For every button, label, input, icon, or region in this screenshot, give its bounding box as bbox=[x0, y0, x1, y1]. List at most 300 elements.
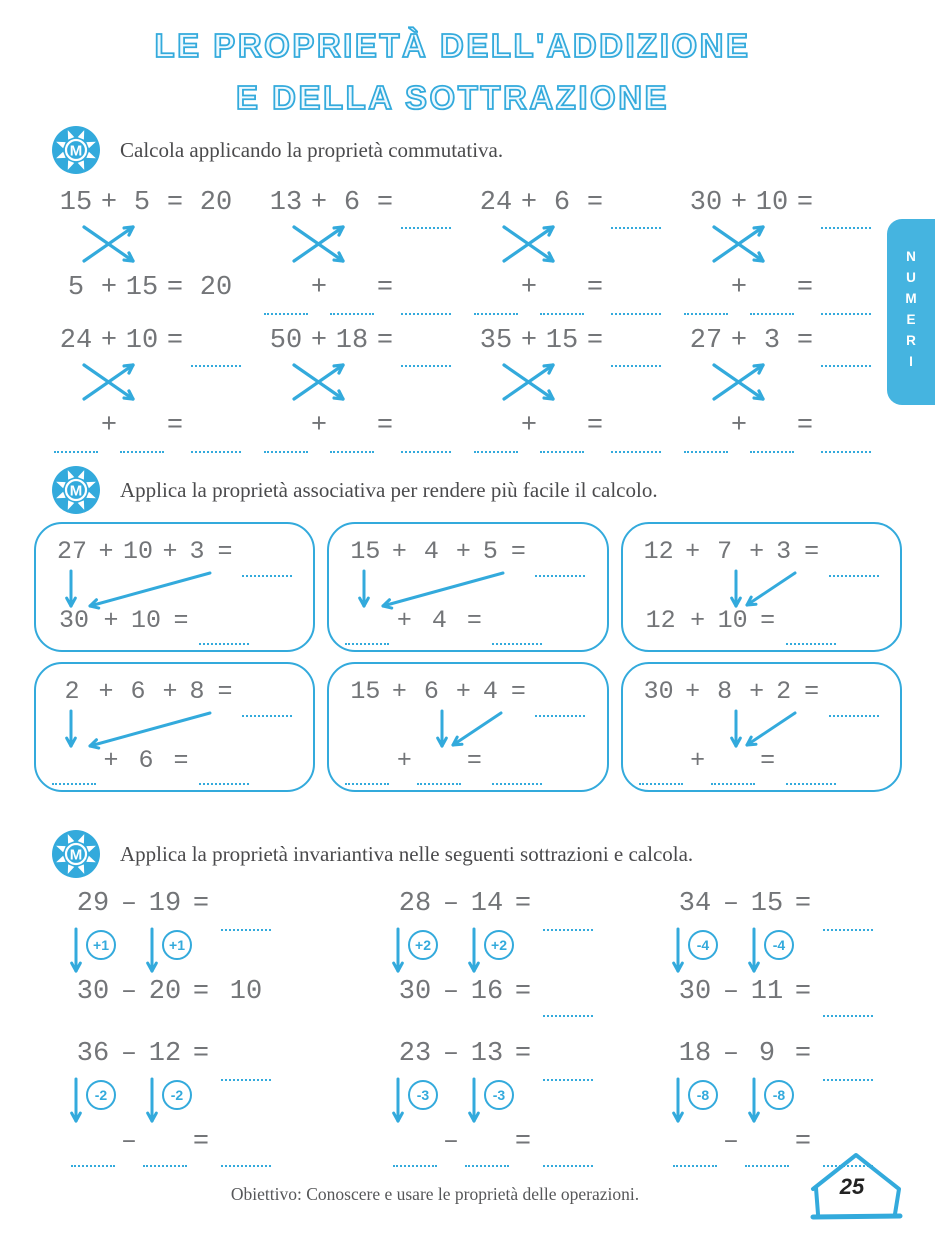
down-arrow-icon bbox=[146, 926, 162, 976]
plus-sign: + bbox=[100, 411, 118, 441]
commutative-problem bbox=[686, 186, 878, 308]
answer-blank bbox=[221, 1073, 271, 1081]
delta-row bbox=[392, 922, 672, 974]
equals-sign: = bbox=[760, 605, 776, 635]
answer-blank bbox=[611, 445, 661, 453]
invariantive-problem bbox=[70, 886, 392, 1010]
addend-c: 3 bbox=[189, 536, 205, 566]
associative-line1 bbox=[50, 534, 299, 568]
associative-box bbox=[34, 522, 315, 652]
addend-c: 2 bbox=[776, 676, 792, 706]
delta-badge: +1 bbox=[162, 930, 192, 960]
answer-blank bbox=[401, 359, 451, 367]
sum-value: 20 bbox=[199, 188, 233, 218]
minuend: 34 bbox=[678, 889, 712, 919]
addend-a: 15 bbox=[350, 676, 381, 706]
cross-arrows-icon bbox=[287, 221, 351, 267]
minus-sign: – bbox=[722, 977, 740, 1007]
adjusted-minuend: 30 bbox=[678, 977, 712, 1007]
delta-indicator bbox=[748, 1076, 794, 1126]
answer-blank bbox=[393, 1159, 437, 1167]
equals-sign: = bbox=[173, 745, 189, 775]
subtrahend: 15 bbox=[750, 889, 784, 919]
answer-blank bbox=[417, 777, 461, 785]
swapped-addend-a: 5 bbox=[67, 273, 85, 303]
subtraction-line1 bbox=[392, 886, 672, 922]
addend-b: 8 bbox=[717, 676, 733, 706]
delta-indicator bbox=[392, 1076, 438, 1126]
minuend: 36 bbox=[76, 1039, 110, 1069]
adjusted-subtrahend: 16 bbox=[470, 977, 504, 1007]
addend-b: 7 bbox=[717, 536, 733, 566]
answer-blank bbox=[492, 637, 542, 645]
plus-sign: + bbox=[310, 326, 328, 356]
answer-blank bbox=[611, 221, 661, 229]
subtraction-line2 bbox=[70, 1124, 392, 1160]
subtrahend: 14 bbox=[470, 889, 504, 919]
plus-sign: + bbox=[730, 411, 748, 441]
down-arrow-icon bbox=[392, 1076, 408, 1126]
equals-sign: = bbox=[796, 326, 814, 356]
plus-sign: + bbox=[162, 536, 178, 566]
delta-indicator bbox=[672, 926, 718, 976]
down-arrow-icon bbox=[672, 926, 688, 976]
plus-sign: + bbox=[520, 273, 538, 303]
plus-sign: + bbox=[730, 326, 748, 356]
minuend: 18 bbox=[678, 1039, 712, 1069]
answer-blank bbox=[143, 1159, 187, 1167]
delta-row bbox=[672, 922, 918, 974]
plus-sign: + bbox=[391, 676, 407, 706]
addend-b: 5 bbox=[133, 188, 151, 218]
delta-badge: -3 bbox=[408, 1080, 438, 1110]
equals-sign: = bbox=[794, 1039, 812, 1069]
merged-addend: 30 bbox=[58, 605, 89, 635]
answer-blank bbox=[543, 1159, 593, 1167]
cross-arrows-icon bbox=[497, 221, 561, 267]
invariantive-problem bbox=[392, 886, 672, 1010]
remaining-addend: 6 bbox=[138, 745, 154, 775]
associative-line1 bbox=[50, 674, 299, 708]
equals-sign: = bbox=[586, 188, 604, 218]
section-instruction-commutativa: Calcola applicando la proprietà commutativa. bbox=[120, 137, 504, 162]
cross-arrows-icon bbox=[77, 359, 141, 405]
answer-blank bbox=[639, 777, 683, 785]
associative-box bbox=[327, 662, 608, 792]
merge-arrows-icon bbox=[343, 708, 583, 752]
equals-sign: = bbox=[466, 745, 482, 775]
subtrahend: 12 bbox=[148, 1039, 182, 1069]
equals-sign: = bbox=[510, 676, 526, 706]
delta-badge: -2 bbox=[162, 1080, 192, 1110]
associative-box bbox=[621, 662, 902, 792]
equals-sign: = bbox=[796, 188, 814, 218]
minus-sign: – bbox=[120, 1039, 138, 1069]
equals-sign: = bbox=[217, 676, 233, 706]
minus-sign: – bbox=[442, 977, 460, 1007]
delta-badge: +1 bbox=[86, 930, 116, 960]
equals-sign: = bbox=[760, 745, 776, 775]
answer-blank bbox=[543, 1073, 593, 1081]
associative-line1 bbox=[343, 674, 592, 708]
equals-sign: = bbox=[586, 411, 604, 441]
answer-blank bbox=[821, 307, 871, 315]
delta-indicator bbox=[70, 926, 116, 976]
addend-b: 3 bbox=[763, 326, 781, 356]
section-header-commutativa bbox=[52, 126, 503, 174]
m-badge bbox=[52, 830, 100, 878]
badge-letter: M bbox=[69, 142, 83, 160]
arrow-zone bbox=[637, 708, 886, 742]
remaining-addend: 4 bbox=[431, 605, 447, 635]
delta-indicator bbox=[748, 926, 794, 976]
down-arrow-icon bbox=[70, 926, 86, 976]
subtraction-line2 bbox=[392, 974, 672, 1010]
answer-blank bbox=[54, 445, 98, 453]
delta-badge: -8 bbox=[764, 1080, 794, 1110]
answer-blank bbox=[345, 777, 389, 785]
delta-indicator bbox=[70, 1076, 116, 1126]
m-badge-icon bbox=[52, 466, 100, 514]
cross-arrows-icon bbox=[707, 359, 771, 405]
plus-sign: + bbox=[520, 188, 538, 218]
merge-arrows-icon bbox=[637, 708, 877, 752]
plus-sign: + bbox=[730, 188, 748, 218]
cross-arrows-icon bbox=[77, 221, 141, 267]
plus-sign: + bbox=[103, 745, 119, 775]
invariantive-grid bbox=[70, 886, 918, 1160]
arrow-zone bbox=[343, 708, 592, 742]
addend-b: 6 bbox=[130, 676, 146, 706]
answer-blank bbox=[684, 445, 728, 453]
cross-arrows-icon bbox=[497, 359, 561, 405]
associative-box bbox=[327, 522, 608, 652]
addend-a: 24 bbox=[59, 326, 93, 356]
addend-b: 6 bbox=[553, 188, 571, 218]
answer-blank bbox=[540, 445, 584, 453]
page-number: 25 bbox=[839, 1174, 865, 1199]
swapped-sum-value: 20 bbox=[199, 273, 233, 303]
answer-blank bbox=[786, 777, 836, 785]
answer-blank bbox=[52, 777, 96, 785]
answer-blank bbox=[330, 445, 374, 453]
commutative-grid bbox=[56, 186, 878, 446]
down-arrow-icon bbox=[468, 1076, 484, 1126]
commutative-problem bbox=[686, 324, 878, 446]
addend-b: 10 bbox=[122, 536, 153, 566]
answer-blank bbox=[823, 1009, 873, 1017]
minuend: 23 bbox=[398, 1039, 432, 1069]
delta-badge: -4 bbox=[688, 930, 718, 960]
equals-sign: = bbox=[794, 889, 812, 919]
minus-sign: – bbox=[120, 889, 138, 919]
adjusted-subtrahend: 11 bbox=[750, 977, 784, 1007]
answer-blank bbox=[474, 445, 518, 453]
down-arrow-icon bbox=[748, 1076, 764, 1126]
plus-sign: + bbox=[162, 676, 178, 706]
equals-sign: = bbox=[192, 1039, 210, 1069]
plus-sign: + bbox=[396, 745, 412, 775]
plus-sign: + bbox=[690, 745, 706, 775]
merge-arrows-icon bbox=[50, 708, 290, 752]
minus-sign: – bbox=[722, 1039, 740, 1069]
associative-line1 bbox=[637, 534, 886, 568]
addend-b: 10 bbox=[125, 326, 159, 356]
answer-blank bbox=[474, 307, 518, 315]
merged-addend: 12 bbox=[645, 605, 676, 635]
equals-sign: = bbox=[794, 977, 812, 1007]
m-badge-icon bbox=[52, 830, 100, 878]
delta-badge: -3 bbox=[484, 1080, 514, 1110]
section-header-invariantiva bbox=[52, 830, 693, 878]
commutative-problem bbox=[266, 186, 458, 308]
addend-b: 4 bbox=[423, 536, 439, 566]
equals-sign: = bbox=[514, 889, 532, 919]
plus-sign: + bbox=[98, 676, 114, 706]
equals-sign: = bbox=[192, 889, 210, 919]
equals-sign: = bbox=[166, 411, 184, 441]
plus-sign: + bbox=[310, 411, 328, 441]
addend-a: 30 bbox=[643, 676, 674, 706]
delta-row bbox=[392, 1072, 672, 1124]
plus-sign: + bbox=[100, 188, 118, 218]
answer-blank bbox=[330, 307, 374, 315]
arrow-zone bbox=[50, 568, 299, 602]
plus-sign: + bbox=[310, 273, 328, 303]
equals-sign: = bbox=[466, 605, 482, 635]
commutative-problem bbox=[56, 186, 248, 308]
merge-arrows-icon bbox=[343, 568, 583, 612]
equals-sign: = bbox=[173, 605, 189, 635]
equals-sign: = bbox=[586, 273, 604, 303]
equals-sign: = bbox=[514, 977, 532, 1007]
plus-sign: + bbox=[98, 536, 114, 566]
delta-indicator bbox=[468, 926, 514, 976]
answer-blank bbox=[823, 1073, 873, 1081]
answer-blank bbox=[345, 637, 389, 645]
minus-sign: – bbox=[722, 889, 740, 919]
minus-sign: – bbox=[442, 1127, 460, 1157]
subtraction-line1 bbox=[392, 1036, 672, 1072]
answer-blank bbox=[821, 221, 871, 229]
answer-blank bbox=[684, 307, 728, 315]
answer-blank bbox=[821, 359, 871, 367]
cross-arrows-icon bbox=[707, 221, 771, 267]
delta-badge: -8 bbox=[688, 1080, 718, 1110]
delta-badge: -4 bbox=[764, 930, 794, 960]
addend-c: 4 bbox=[482, 676, 498, 706]
equals-sign: = bbox=[376, 273, 394, 303]
equals-sign: = bbox=[586, 326, 604, 356]
page-number-house bbox=[800, 1148, 908, 1220]
equals-sign: = bbox=[510, 536, 526, 566]
answer-blank bbox=[711, 777, 755, 785]
associative-box bbox=[34, 662, 315, 792]
commutative-problem bbox=[476, 186, 668, 308]
answer-blank bbox=[750, 307, 794, 315]
arrow-zone bbox=[343, 568, 592, 602]
answer-blank bbox=[401, 221, 451, 229]
minuend: 29 bbox=[76, 889, 110, 919]
equals-sign: = bbox=[514, 1039, 532, 1069]
down-arrow-icon bbox=[672, 1076, 688, 1126]
invariantive-problem bbox=[70, 1036, 392, 1160]
answer-blank bbox=[264, 307, 308, 315]
answer-blank bbox=[540, 307, 584, 315]
answer-blank bbox=[120, 445, 164, 453]
equals-sign: = bbox=[166, 326, 184, 356]
equals-sign: = bbox=[804, 676, 820, 706]
subtraction-line1 bbox=[672, 886, 918, 922]
footer-objective: Obiettivo: Conoscere e usare le proprietà delle operazioni. bbox=[230, 1184, 640, 1204]
subtraction-line1 bbox=[672, 1036, 918, 1072]
down-arrow-icon bbox=[748, 926, 764, 976]
subtraction-line1 bbox=[70, 886, 392, 922]
page-title-line1: LE PROPRIETÀ DELL'ADDIZIONE bbox=[154, 27, 751, 64]
down-arrow-icon bbox=[70, 1076, 86, 1126]
addend-a: 15 bbox=[59, 188, 93, 218]
delta-indicator bbox=[146, 1076, 192, 1126]
addend-c: 8 bbox=[189, 676, 205, 706]
plus-sign: + bbox=[391, 536, 407, 566]
plus-sign: + bbox=[685, 676, 701, 706]
delta-indicator bbox=[392, 926, 438, 976]
delta-indicator bbox=[146, 926, 192, 976]
cross-arrows-icon bbox=[287, 359, 351, 405]
subtraction-line2 bbox=[672, 974, 918, 1010]
commutative-problem bbox=[266, 324, 458, 446]
associative-line1 bbox=[637, 674, 886, 708]
section-instruction-associativa: Applica la proprietà associativa per rendere più facile il calcolo. bbox=[120, 477, 658, 502]
equals-sign: = bbox=[217, 536, 233, 566]
addend-c: 5 bbox=[482, 536, 498, 566]
associative-box bbox=[621, 522, 902, 652]
adjusted-difference: 10 bbox=[229, 977, 263, 1007]
plus-sign: + bbox=[685, 536, 701, 566]
answer-blank bbox=[191, 359, 241, 367]
equals-sign: = bbox=[796, 411, 814, 441]
answer-blank bbox=[823, 923, 873, 931]
addend-a: 35 bbox=[479, 326, 513, 356]
addend-a: 30 bbox=[689, 188, 723, 218]
invariantive-problem bbox=[672, 886, 918, 1010]
addend-a: 13 bbox=[269, 188, 303, 218]
arrow-zone bbox=[50, 708, 299, 742]
down-arrow-icon bbox=[146, 1076, 162, 1126]
answer-blank bbox=[611, 307, 661, 315]
answer-blank bbox=[750, 445, 794, 453]
m-badge bbox=[52, 126, 100, 174]
answer-blank bbox=[543, 923, 593, 931]
answer-blank bbox=[673, 1159, 717, 1167]
answer-blank bbox=[71, 1159, 115, 1167]
merge-arrows-icon bbox=[637, 568, 877, 612]
down-arrow-icon bbox=[468, 926, 484, 976]
answer-blank bbox=[821, 445, 871, 453]
equals-sign: = bbox=[796, 273, 814, 303]
addend-b: 10 bbox=[755, 188, 789, 218]
associative-grid bbox=[34, 522, 902, 792]
addend-b: 6 bbox=[423, 676, 439, 706]
plus-sign: + bbox=[690, 605, 706, 635]
plus-sign: + bbox=[100, 273, 118, 303]
subtrahend: 19 bbox=[148, 889, 182, 919]
commutative-problem bbox=[476, 324, 668, 446]
invariantive-problem bbox=[392, 1036, 672, 1160]
addend-b: 6 bbox=[343, 188, 361, 218]
badge-letter: M bbox=[69, 846, 83, 864]
minus-sign: – bbox=[722, 1127, 740, 1157]
m-badge bbox=[52, 466, 100, 514]
adjusted-minuend: 30 bbox=[76, 977, 110, 1007]
plus-sign: + bbox=[520, 411, 538, 441]
badge-letter: M bbox=[69, 482, 83, 500]
merge-arrows-icon bbox=[50, 568, 290, 612]
equals-sign: = bbox=[804, 536, 820, 566]
minus-sign: – bbox=[442, 1039, 460, 1069]
answer-blank bbox=[191, 445, 241, 453]
plus-sign: + bbox=[520, 326, 538, 356]
equals-sign: = bbox=[192, 977, 210, 1007]
addend-b: 18 bbox=[335, 326, 369, 356]
answer-blank bbox=[221, 1159, 271, 1167]
answer-blank bbox=[543, 1009, 593, 1017]
commutative-problem bbox=[56, 324, 248, 446]
delta-badge: +2 bbox=[484, 930, 514, 960]
minuend: 28 bbox=[398, 889, 432, 919]
answer-blank bbox=[492, 777, 542, 785]
plus-sign: + bbox=[730, 273, 748, 303]
answer-blank bbox=[401, 445, 451, 453]
answer-blank bbox=[465, 1159, 509, 1167]
answer-blank bbox=[786, 637, 836, 645]
invariantive-problem bbox=[672, 1036, 918, 1160]
minus-sign: – bbox=[442, 889, 460, 919]
addend-a: 24 bbox=[479, 188, 513, 218]
answer-blank bbox=[745, 1159, 789, 1167]
subtraction-line2 bbox=[392, 1124, 672, 1160]
answer-blank bbox=[199, 777, 249, 785]
associative-line1 bbox=[343, 534, 592, 568]
equals-sign: = bbox=[376, 326, 394, 356]
subtrahend: 13 bbox=[470, 1039, 504, 1069]
minus-sign: – bbox=[120, 1127, 138, 1157]
answer-blank bbox=[221, 923, 271, 931]
page-title-line2: E DELLA SOTTRAZIONE bbox=[235, 79, 670, 116]
subtraction-line1 bbox=[70, 1036, 392, 1072]
down-arrow-icon bbox=[392, 926, 408, 976]
swapped-addend-b: 15 bbox=[125, 273, 159, 303]
adjusted-minuend: 30 bbox=[398, 977, 432, 1007]
addend-a: 15 bbox=[350, 536, 381, 566]
equals-sign: = bbox=[514, 1127, 532, 1157]
addend-a: 2 bbox=[64, 676, 80, 706]
remaining-addend: 10 bbox=[717, 605, 748, 635]
addend-c: 3 bbox=[776, 536, 792, 566]
remaining-addend: 10 bbox=[130, 605, 161, 635]
delta-indicator bbox=[672, 1076, 718, 1126]
numeri-side-tab bbox=[887, 219, 935, 405]
adjusted-subtrahend: 20 bbox=[148, 977, 182, 1007]
answer-blank bbox=[401, 307, 451, 315]
minus-sign: – bbox=[120, 977, 138, 1007]
answer-blank bbox=[264, 445, 308, 453]
page-title bbox=[0, 20, 905, 124]
arrow-zone bbox=[637, 568, 886, 602]
plus-sign: + bbox=[103, 605, 119, 635]
m-badge-icon bbox=[52, 126, 100, 174]
addend-a: 27 bbox=[56, 536, 87, 566]
